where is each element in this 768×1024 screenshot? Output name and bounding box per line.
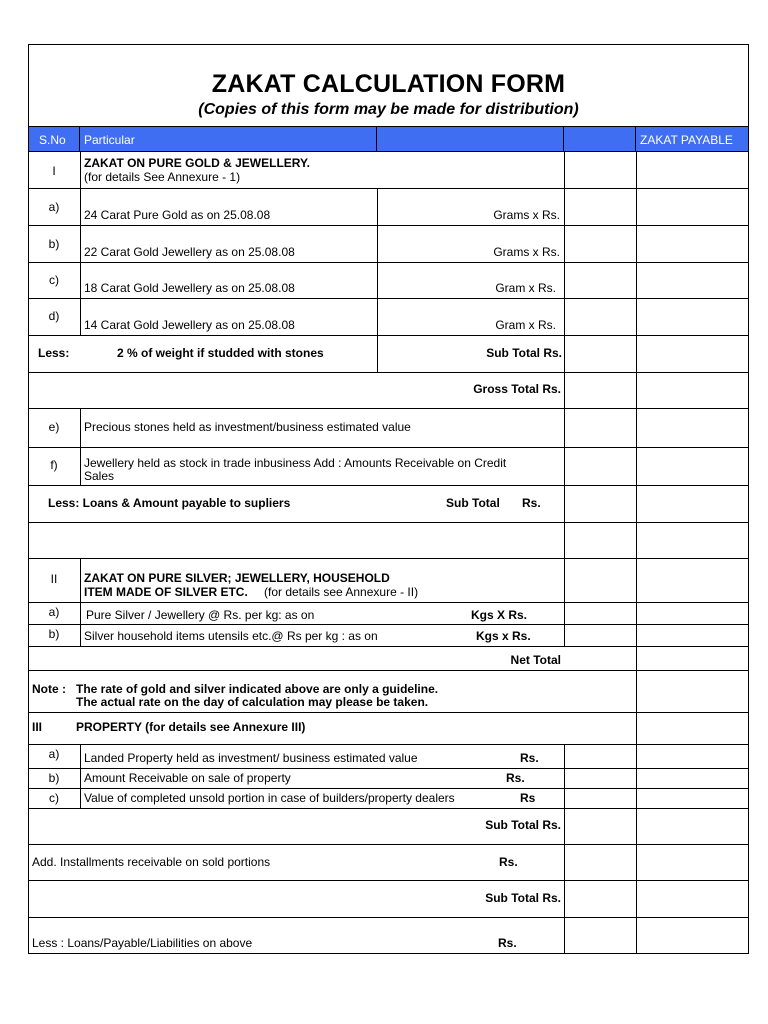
- grid-line: [28, 768, 749, 769]
- gold-row-f-text1: Jewellery held as stock in trade inbusiness Add : Amounts Receivable on Credit: [84, 456, 507, 470]
- gold-row-d-label: 14 Carat Gold Jewellery as on 25.08.08: [84, 318, 295, 332]
- header-payable: ZAKAT PAYABLE: [640, 133, 733, 147]
- gold-row-f-sno: f): [50, 458, 58, 472]
- grid-line: [28, 408, 749, 409]
- note-line-2: The actual rate on the day of calculation may please be taken.: [76, 695, 429, 709]
- gold-row-b-unit: Grams x Rs.: [493, 245, 560, 259]
- property-less-rs: Rs.: [498, 936, 517, 950]
- grid-line: [564, 152, 565, 646]
- grid-line: [28, 188, 749, 189]
- form-subtitle: (Copies of this form may be made for distribution): [198, 101, 579, 118]
- gold-sub-total: Sub Total Rs.: [486, 346, 562, 360]
- grid-line: [564, 744, 565, 954]
- gold-row-e-sno: e): [48, 420, 60, 434]
- gold-row-f-text2: Sales: [84, 469, 115, 483]
- grid-line: [80, 744, 81, 808]
- grid-line: [28, 744, 749, 745]
- property-heading: PROPERTY (for details see Annexure III): [76, 720, 306, 734]
- grid-line: [80, 558, 81, 646]
- gold-sno: I: [52, 164, 56, 178]
- grid-line: [28, 808, 749, 809]
- gold-heading: ZAKAT ON PURE GOLD & JEWELLERY.: [84, 156, 311, 170]
- property-row-a-text: Landed Property held as investment/ business estimated value: [84, 751, 418, 765]
- gold-gross-total: Gross Total Rs.: [473, 382, 561, 396]
- gold-row-a-unit: Grams x Rs.: [493, 208, 560, 222]
- grid-line: [28, 372, 749, 373]
- grid-line: [28, 447, 749, 448]
- grid-line: [28, 298, 749, 299]
- header-unit-cell: [377, 126, 564, 152]
- gold-less-text: 2 % of weight if studded with stones: [117, 346, 324, 360]
- grid-line: [28, 602, 749, 603]
- silver-sno: II: [50, 572, 58, 586]
- property-row-a-sno: a): [48, 747, 60, 761]
- form-title: ZAKAT CALCULATION FORM: [211, 70, 566, 98]
- gold-row-a-sno: a): [48, 200, 60, 214]
- grid-line: [28, 225, 749, 226]
- silver-row-b-unit: Kgs x Rs.: [476, 629, 531, 643]
- header-payable-cell: [636, 126, 749, 152]
- property-row-c-rs: Rs: [520, 791, 536, 805]
- property-row-c-text: Value of completed unsold portion in case of builders/property dealers: [84, 791, 455, 805]
- silver-row-a-unit: Kgs X Rs.: [471, 608, 528, 622]
- grid-line: [28, 917, 749, 918]
- silver-note: (for details see Annexure - II): [264, 585, 419, 599]
- grid-line: [28, 880, 749, 881]
- gold-row-e-text: Precious stones held as investment/business estimated value: [84, 420, 411, 434]
- note-label: Note :: [32, 682, 66, 696]
- gold-loans-sub-total: Sub Total: [446, 496, 500, 510]
- grid-line: [28, 558, 749, 559]
- grid-line: [28, 712, 749, 713]
- silver-row-b-text: Silver household items utensils etc.@ Rs per kg : as on: [84, 629, 378, 643]
- gold-row-b-sno: b): [48, 237, 60, 251]
- header-sno: S.No: [39, 133, 66, 147]
- property-add-rs: Rs.: [499, 855, 518, 869]
- silver-net-total: Net Total: [510, 653, 561, 667]
- property-row-c-sno: c): [49, 791, 59, 805]
- header-particular-cell: [80, 126, 377, 152]
- property-add-text: Add. Installments receivable on sold portions: [32, 855, 271, 869]
- gold-row-d-unit: Gram x Rs.: [495, 318, 556, 332]
- gold-row-a-label: 24 Carat Pure Gold as on 25.08.08: [84, 208, 271, 222]
- silver-heading-1: ZAKAT ON PURE SILVER; JEWELLERY, HOUSEHOLD: [84, 571, 390, 585]
- grid-line: [28, 624, 749, 625]
- gold-note: (for details See Annexure - 1): [84, 170, 241, 184]
- grid-line: [80, 408, 81, 485]
- note-line-1: The rate of gold and silver indicated above are only a guideline.: [76, 682, 439, 696]
- gold-row-c-sno: c): [49, 273, 59, 287]
- grid-line: [636, 152, 637, 954]
- grid-line: [28, 522, 749, 523]
- gold-row-c-label: 18 Carat Gold Jewellery as on 25.08.08: [84, 281, 295, 295]
- silver-row-b-sno: b): [48, 627, 60, 641]
- grid-line: [28, 844, 749, 845]
- property-sub-total-1: Sub Total Rs.: [485, 818, 561, 832]
- silver-row-a-sno: a): [48, 605, 60, 619]
- grid-line: [377, 188, 378, 372]
- header-amount-cell: [564, 126, 636, 152]
- property-row-b-text: Amount Receivable on sale of property: [84, 771, 291, 785]
- gold-loans-text: Less: Loans & Amount payable to supliers: [48, 496, 291, 510]
- grid-line: [28, 670, 749, 671]
- silver-row-a-text: Pure Silver / Jewellery @ Rs. per kg: as on: [86, 608, 315, 622]
- grid-line: [28, 646, 749, 647]
- grid-line: [80, 152, 81, 335]
- property-sno: III: [32, 720, 43, 734]
- property-row-b-sno: b): [48, 771, 60, 785]
- gold-less-label: Less:: [38, 346, 70, 360]
- gold-row-d-sno: d): [48, 309, 60, 323]
- gold-row-b-label: 22 Carat Gold Jewellery as on 25.08.08: [84, 245, 295, 259]
- grid-line: [28, 335, 749, 336]
- silver-heading-2: ITEM MADE OF SILVER ETC.: [84, 585, 248, 599]
- property-row-b-rs: Rs.: [506, 771, 525, 785]
- property-sub-total-2: Sub Total Rs.: [485, 891, 561, 905]
- property-row-a-rs: Rs.: [520, 751, 539, 765]
- grid-line: [28, 262, 749, 263]
- header-sno-cell: [28, 126, 80, 152]
- property-less-text: Less : Loans/Payable/Liabilities on above: [32, 936, 253, 950]
- gold-row-c-unit: Gram x Rs.: [495, 281, 556, 295]
- grid-line: [28, 485, 749, 486]
- grid-line: [28, 788, 749, 789]
- gold-loans-rs: Rs.: [522, 496, 541, 510]
- header-particular: Particular: [84, 133, 135, 147]
